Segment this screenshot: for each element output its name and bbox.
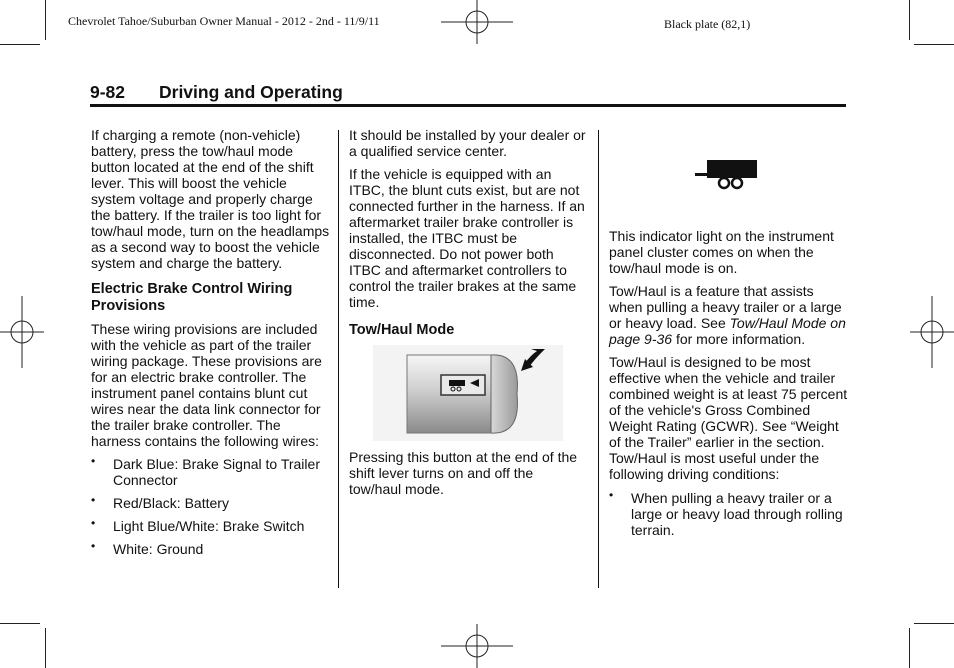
- column-divider: [598, 130, 599, 588]
- registration-mark-top: [441, 0, 513, 44]
- bullet-icon: •: [91, 516, 96, 530]
- bullet-icon: •: [609, 488, 614, 502]
- condition-list: [609, 490, 849, 538]
- crop-mark: [914, 623, 954, 624]
- paragraph: If charging a remote (non-vehicle) battery, press the tow/haul mode button located at the end of the shift lever. This will boost the vehicle system voltage and properly charge the battery. If the trailer is too light for tow/haul mode, turn on the headlamps as a second way to boost the vehicle system and charge the battery.: [91, 127, 330, 271]
- list-item: [91, 518, 331, 534]
- page-number: 9-82: [90, 82, 126, 102]
- wire-list: [91, 456, 331, 557]
- paragraph-text: Tow/Haul is a feature that assists when pulling a heavy trailer or a large or heavy load. See: [609, 283, 842, 331]
- crop-mark: [45, 0, 46, 40]
- paragraph: Tow/Haul is designed to be most effective when the vehicle and trailer combined weight is at least 75 percent of the vehicle's Gross Combined Weight Rating (GCWR). See “Weight of the Trailer” earlier in the section. Tow/Haul is most useful under the following driving conditions:: [609, 354, 848, 482]
- plate-label: Black plate (82,1): [664, 17, 751, 31]
- list-item: [91, 495, 331, 511]
- caption: Pressing this button at the end of the shift lever turns on and off the tow/haul mode.: [349, 449, 578, 497]
- crop-mark: [909, 0, 910, 40]
- crop-mark: [45, 628, 46, 668]
- column-2: [349, 127, 589, 504]
- list-item: [91, 456, 331, 488]
- manual-info-line: Chevrolet Tahoe/Suburban Owner Manual - 2012 - 2nd - 11/9/11: [68, 14, 380, 28]
- cross-reference-link[interactable]: Tow/Haul Mode on page 9-36: [609, 315, 846, 347]
- subheading: Electric Brake Control Wiring Provisions: [91, 281, 293, 314]
- crop-mark: [0, 44, 40, 45]
- crop-mark: [909, 628, 910, 668]
- paragraph: This indicator light on the instrument panel cluster comes on when the tow/haul mode is on.: [609, 228, 834, 276]
- paragraph-text: for more information.: [672, 331, 806, 347]
- list-item-text: When pulling a heavy trailer or a large or heavy load through rolling terrain.: [631, 490, 843, 538]
- column-3: [609, 228, 849, 545]
- list-item-text: Dark Blue: Brake Signal to Trailer Connector: [113, 456, 320, 488]
- list-item: [609, 490, 849, 538]
- paragraph: [609, 283, 849, 347]
- paragraph: If the vehicle is equipped with an ITBC, the blunt cuts exist, but are not connected further in the harness. If an aftermarket trailer brake controller is installed, the ITBC must be disconnected. Do not power both ITBC and aftermarket controllers to control the trailer brakes at the same time.: [349, 166, 585, 310]
- column-1: [91, 127, 331, 564]
- registration-mark-right: [910, 296, 954, 368]
- bullet-icon: •: [91, 493, 96, 507]
- shift-lever-button-illustration: [349, 345, 589, 441]
- section-title: Driving and Operating: [159, 82, 343, 102]
- registration-mark-bottom: [441, 624, 513, 668]
- column-divider: [338, 130, 339, 588]
- tow-haul-indicator-icon: [695, 158, 759, 192]
- list-item-text: Light Blue/White: Brake Switch: [113, 518, 305, 534]
- list-item-text: White: Ground: [113, 541, 204, 557]
- bullet-icon: •: [91, 454, 96, 468]
- registration-mark-left: [0, 296, 44, 368]
- list-item-text: Red/Black: Battery: [113, 495, 229, 511]
- section-header: [90, 80, 846, 107]
- crop-mark: [914, 44, 954, 45]
- crop-mark: [0, 623, 40, 624]
- subheading: Tow/Haul Mode: [349, 322, 455, 338]
- paragraph: These wiring provisions are included with the vehicle as part of the trailer wiring package. These provisions are for an electric brake controller. The instrument panel contains blunt cut wires near the data link connector for the trailer brake controller. The harness contains the following wires:: [91, 321, 322, 449]
- paragraph: It should be installed by your dealer or a qualified service center.: [349, 127, 586, 159]
- bullet-icon: •: [91, 539, 96, 553]
- list-item: [91, 541, 331, 557]
